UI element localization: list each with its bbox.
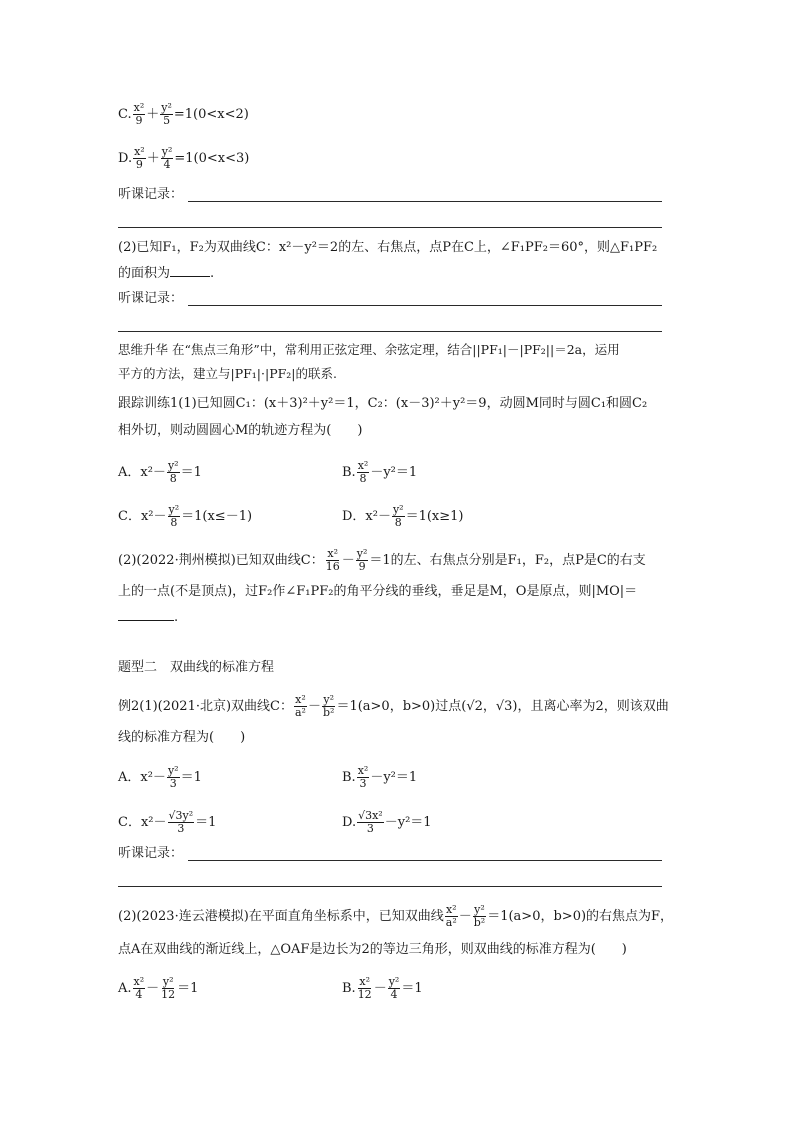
record-line[interactable] — [118, 886, 662, 887]
track-option-d: D．x²－ $\frac{\text{y²}}{8}$ ＝1(x≥1) — [342, 503, 464, 529]
example-option-d: D. $\frac{\text{√3x²}}{3}$ －y²＝1 — [342, 809, 432, 835]
record-line[interactable] — [118, 331, 662, 332]
record-label: 听课记录： — [118, 846, 184, 861]
example-2-line1: 例2(1)(2021·北京)双曲线C： $\frac{\text{x²}}{\text{a²}}$ － $\frac{\text{y²}}{\text{b²}}$ ＝1(a>0，b>0)过点(√2，√3)，且离心率为2，则该双曲 — [118, 693, 669, 719]
record-label: 听课记录： — [118, 291, 184, 306]
example-2-line2: 线的标准方程为( ) — [118, 730, 246, 745]
example-2b-line1: (2)(2023·连云港模拟)在平面直角坐标系中，已知双曲线 $\frac{\text{x²}}{\text{a²}}$ － $\frac{\text{y²}}{\text{b²}}$ ＝1(a>0，b>0)的右焦点为F， — [118, 903, 674, 929]
example-2b-option-b: B. $\frac{\text{x²}}{12}$ － $\frac{\text{y²}}{4}$ ＝1 — [342, 975, 423, 1001]
track-q2-line2: 上的一点(不是顶点)，过F₂作∠F₁PF₂的角平分线的垂线，垂足是M，O是原点，则|MO|＝ — [118, 584, 638, 599]
option-d-top: D. $\frac{\text{x²}}{9}$ ＋ $\frac{\text{y²}}{4}$ =1(0<x<3) — [118, 145, 250, 171]
thinking-line2: 平方的方法，建立与|PF₁|·|PF₂|的联系. — [118, 366, 337, 381]
section-title: 题型二 双曲线的标准方程 — [118, 660, 275, 675]
example-option-a: A．x²－ $\frac{\text{y²}}{3}$ ＝1 — [118, 764, 202, 790]
option-c-top: C. $\frac{\text{x²}}{9}$ ＋ $\frac{\text{y²}}{5}$ =1(0<x<2) — [118, 101, 249, 127]
example-option-c: C．x²－ $\frac{\text{√3y²}}{3}$ ＝1 — [118, 809, 217, 835]
track-line1: 跟踪训练1(1)已知圆C₁：(x＋3)²＋y²＝1，C₂：(x－3)²＋y²＝9，动圆M同时与圆C₁和圆C₂ — [118, 396, 648, 411]
track-option-a: A．x²－ $\frac{\text{y²}}{8}$ ＝1 — [118, 459, 202, 485]
answer-blank[interactable] — [118, 608, 174, 621]
record-label: 听课记录： — [118, 187, 184, 202]
track-q2-line1: (2)(2022·荆州模拟)已知双曲线C： $\frac{\text{x²}}{16}$ － $\frac{\text{y²}}{9}$ ＝1的左、右焦点分别是F₁，F₂，点P是C的右支 — [118, 547, 646, 573]
question-2-line2: 的面积为 . — [118, 266, 215, 281]
record-line[interactable] — [188, 201, 662, 202]
example-2b-line2: 点A在双曲线的渐近线上，△OAF是边长为2的等边三角形，则双曲线的标准方程为( ) — [118, 942, 627, 957]
question-2-line1: (2)已知F₁，F₂为双曲线C：x²－y²＝2的左、右焦点，点P在C上，∠F₁PF₂＝60°，则△F₁PF₂ — [118, 240, 658, 255]
record-line[interactable] — [188, 860, 662, 861]
example-option-b: B. $\frac{\text{x²}}{3}$ －y²＝1 — [342, 764, 418, 790]
thinking-line1: 思维升华 在“焦点三角形”中，常利用正弦定理、余弦定理，结合||PF₁|－|PF₂||＝2a，运用 — [118, 342, 620, 357]
track-option-c: C．x²－ $\frac{\text{y²}}{8}$ ＝1(x≤－1) — [118, 503, 253, 529]
track-q2-line3: . — [118, 608, 178, 626]
example-2b-option-a: A. $\frac{\text{x²}}{4}$ － $\frac{\text{y²}}{12}$ ＝1 — [118, 975, 199, 1001]
record-line[interactable] — [188, 305, 662, 306]
track-line2: 相外切，则动圆圆心M的轨迹方程为( ) — [118, 423, 363, 438]
track-option-b: B. $\frac{\text{x²}}{8}$ －y²＝1 — [342, 459, 418, 485]
answer-blank[interactable] — [170, 264, 210, 277]
record-line[interactable] — [118, 227, 662, 228]
